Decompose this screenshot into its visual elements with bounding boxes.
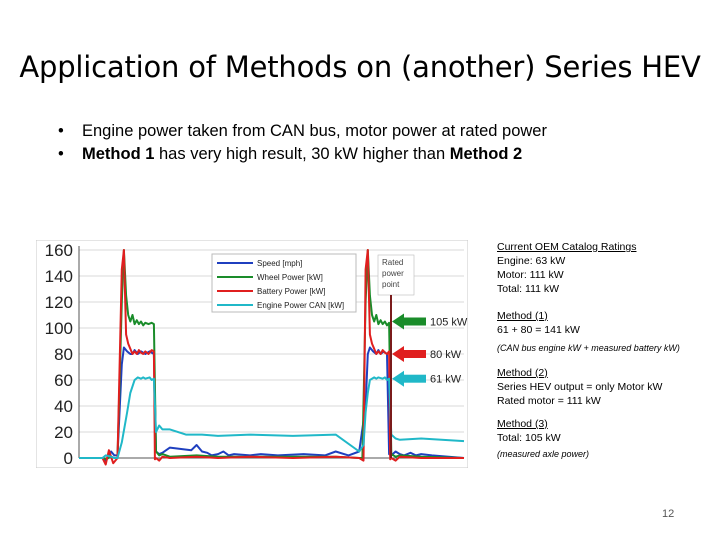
method-2-line-2: Rated motor = 111 kW — [497, 395, 601, 407]
y-tick-label: 100 — [44, 319, 73, 338]
method-1-line: 61 + 80 = 141 kW — [497, 324, 580, 336]
bullet-item — [58, 120, 547, 143]
y-tick-label: 80 — [54, 345, 73, 364]
marker-arrow-shaft — [404, 350, 426, 358]
catalog-line-motor: Motor: 111 kW — [497, 269, 564, 281]
legend-label: Battery Power [kW] — [257, 287, 326, 296]
marker-label: 80 kW — [430, 349, 462, 361]
bullet-dot: • — [58, 122, 64, 140]
bullet-text: has very high result, 30 kW higher than — [154, 145, 450, 163]
catalog-title: Current OEM Catalog Ratings — [497, 241, 637, 253]
y-tick-label: 20 — [54, 423, 73, 442]
method-1-note: (CAN bus engine kW + measured battery kW) — [497, 343, 680, 353]
marker-arrow-shaft — [404, 375, 426, 383]
method-3 — [497, 417, 589, 461]
method-1-title: Method (1) — [497, 310, 548, 322]
bullet-bold-method2: Method 2 — [449, 145, 523, 163]
annotation-line: Rated — [382, 258, 404, 267]
method-3-title: Method (3) — [497, 418, 548, 430]
method-3-line: Total: 105 kW — [497, 432, 561, 444]
y-tick-label: 160 — [44, 241, 73, 260]
marker-arrow-shaft — [404, 318, 426, 326]
page-number: 12 — [662, 508, 675, 520]
legend-label: Speed [mph] — [257, 259, 303, 268]
legend-label: Wheel Power [kW] — [257, 273, 323, 282]
bullet-item — [58, 143, 547, 166]
method-3-note: (measured axle power) — [497, 449, 590, 459]
y-tick-label: 140 — [44, 267, 73, 286]
bullet-text: Engine power taken from CAN bus, motor power at rated power — [82, 122, 547, 140]
method-2-line-1: Series HEV output = only Motor kW — [497, 381, 663, 393]
bullet-dot: • — [58, 145, 64, 163]
y-tick-label: 60 — [54, 371, 73, 390]
catalog-line-total: Total: 111 kW — [497, 283, 560, 295]
method-2-title: Method (2) — [497, 367, 548, 379]
slide-title: Application of Methods on (another) Series HEV — [19, 50, 701, 84]
bullet-bold-method1: Method 1 — [82, 145, 155, 163]
y-tick-label: 0 — [63, 449, 73, 468]
annotation-line: power — [382, 269, 404, 278]
chart-legend — [212, 254, 356, 312]
marker-label: 105 kW — [430, 316, 468, 329]
method-1 — [497, 309, 680, 355]
bullet-list — [58, 120, 547, 166]
marker-0 — [392, 314, 468, 330]
annotation-line: point — [382, 280, 400, 289]
y-tick-label: 120 — [44, 293, 73, 312]
method-2 — [497, 366, 662, 408]
power-chart — [36, 240, 468, 468]
y-tick-label: 40 — [54, 397, 73, 416]
marker-label: 61 kW — [430, 373, 462, 386]
catalog-line-engine: Engine: 63 kW — [497, 255, 566, 267]
catalog-ratings — [497, 240, 636, 296]
legend-label: Engine Power CAN [kW] — [257, 301, 345, 310]
